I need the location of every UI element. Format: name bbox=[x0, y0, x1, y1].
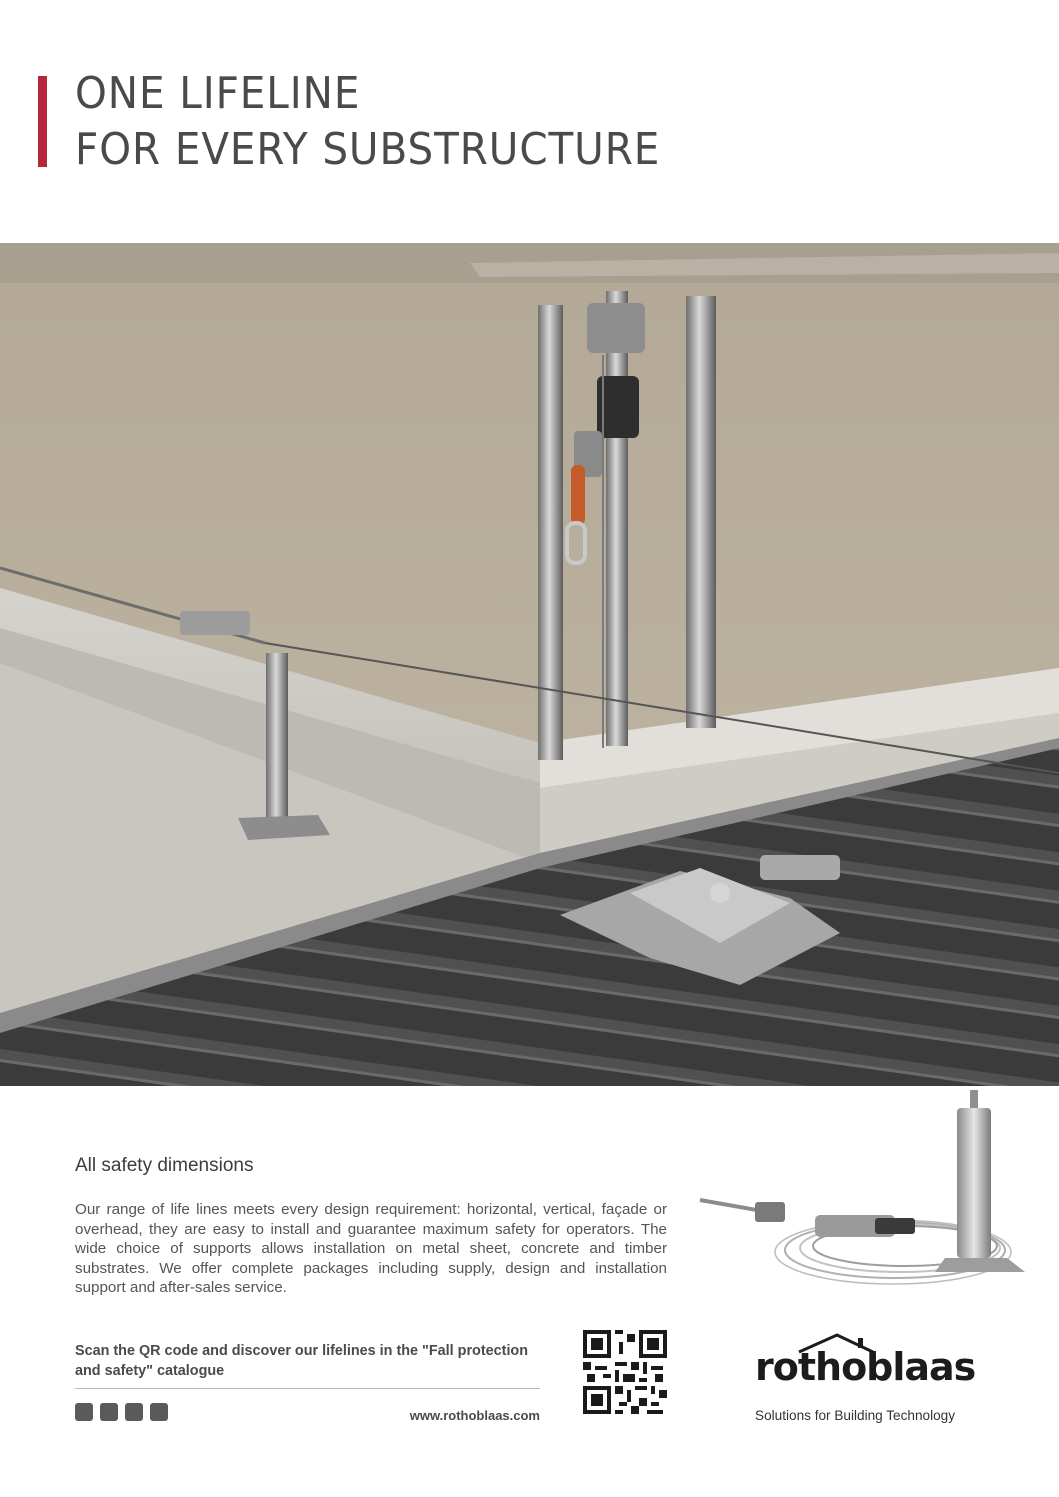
accent-bar bbox=[38, 76, 47, 167]
section-title: All safety dimensions bbox=[75, 1155, 254, 1176]
footer-divider bbox=[75, 1388, 540, 1389]
linkedin-icon[interactable] bbox=[125, 1403, 143, 1421]
instagram-icon[interactable] bbox=[100, 1403, 118, 1421]
website-link[interactable]: www.rothoblaas.com bbox=[409, 1408, 540, 1423]
title-line-2: FOR EVERY SUBSTRUCTURE bbox=[75, 124, 661, 175]
brand-tagline: Solutions for Building Technology bbox=[755, 1408, 956, 1423]
qr-code[interactable] bbox=[583, 1330, 667, 1414]
social-icons bbox=[75, 1403, 168, 1421]
hero-image bbox=[0, 243, 1059, 1086]
facebook-icon[interactable] bbox=[75, 1403, 93, 1421]
product-kit-image bbox=[695, 1090, 1035, 1290]
qr-caption: Scan the QR code and discover our lifelines in the "Fall protection and safety" catalogue bbox=[75, 1343, 529, 1379]
brand-logo: rothoblaas bbox=[755, 1345, 976, 1389]
youtube-icon[interactable] bbox=[150, 1403, 168, 1421]
title-line-1: ONE LIFELINE bbox=[75, 68, 361, 119]
body-paragraph: Our range of life lines meets every design requirement: horizontal, vertical, façade or overhead, they are easy to install and guarantee maximum safety for operators. The wide choice of supports allows installation on metal sheet, concrete and timber substrates. We offer complete packages including supply, design and installation support and after-sales service. bbox=[75, 1201, 667, 1297]
page-title bbox=[75, 66, 660, 178]
